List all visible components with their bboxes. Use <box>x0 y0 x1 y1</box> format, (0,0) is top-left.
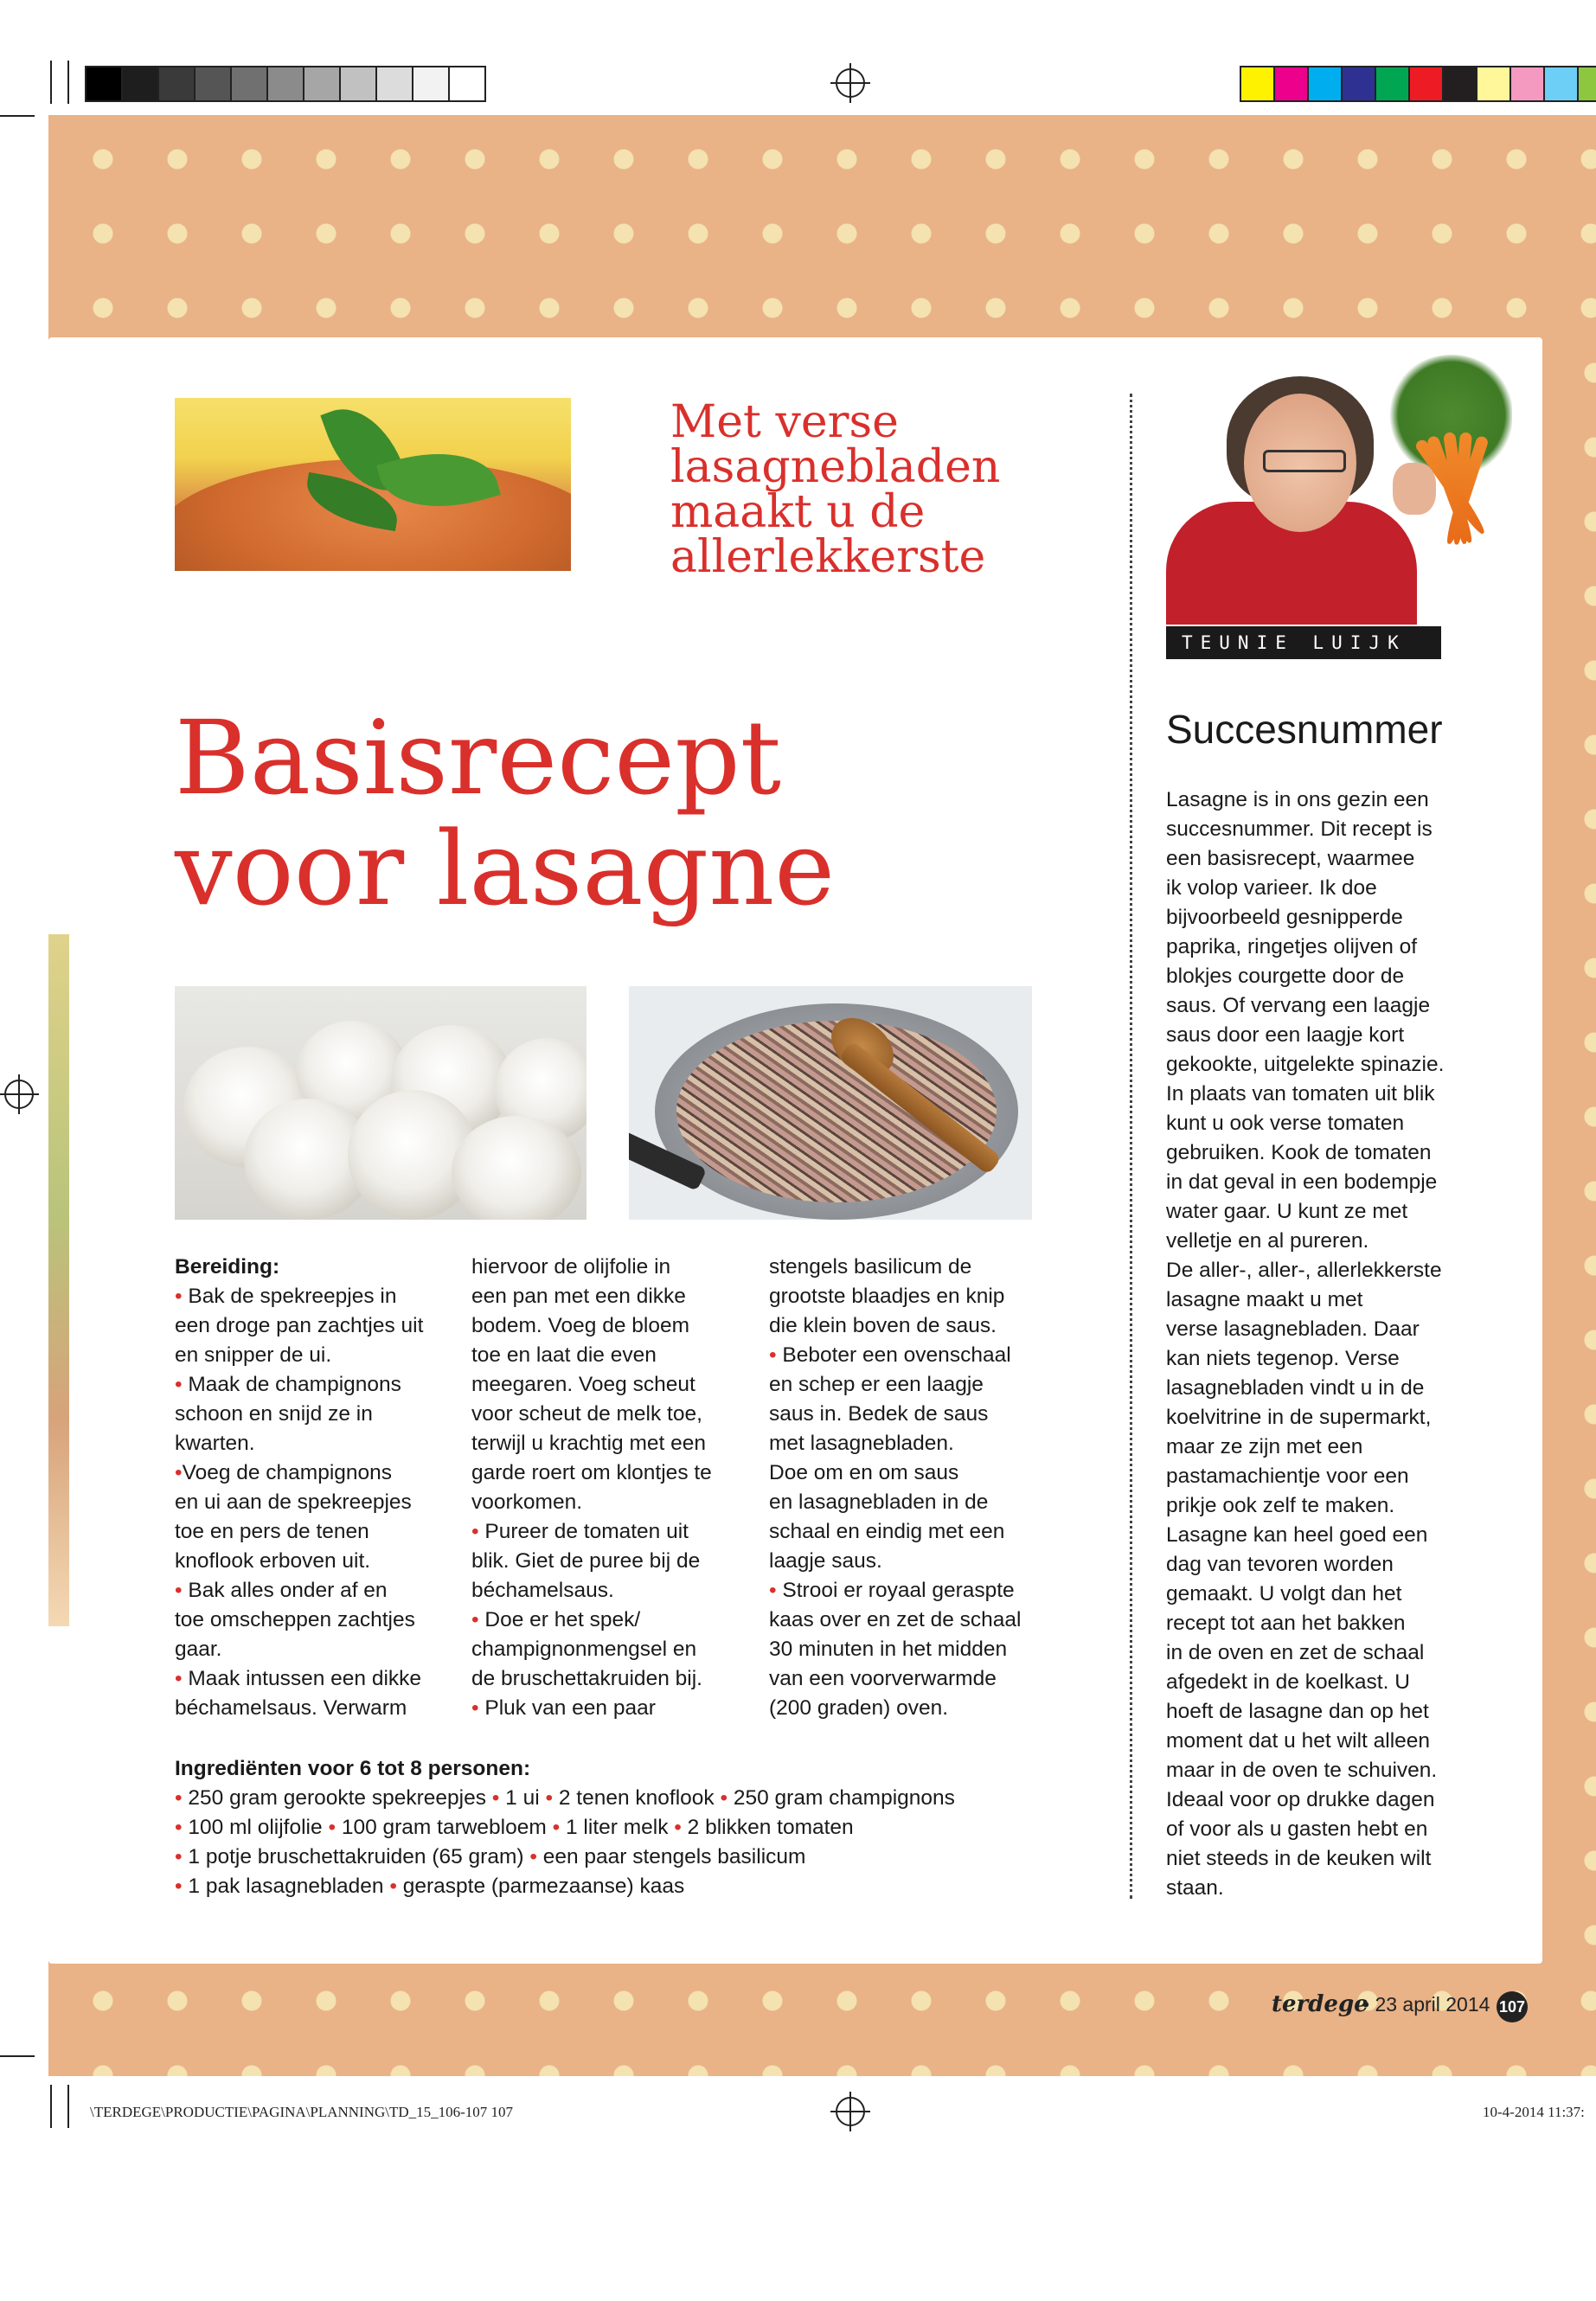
bereiding-line <box>769 1576 1021 1606</box>
color-swatch <box>1376 67 1410 100</box>
bereiding-column-2 <box>471 1253 712 1723</box>
bereiding-line <box>471 1517 712 1547</box>
bereiding-text: een pan met een dikke <box>471 1285 686 1308</box>
bereiding-line <box>471 1547 712 1576</box>
bereiding-line <box>175 1429 423 1458</box>
garlic-photo <box>175 986 586 1220</box>
bereiding-text: bodem. Voeg de bloem <box>471 1314 689 1337</box>
bullet-icon: • <box>523 1845 537 1868</box>
polka-dot-band-right <box>1540 329 1596 1972</box>
sidebar-line: in de oven en zet de schaal <box>1166 1641 1425 1664</box>
slug-timestamp: 10-4-2014 11:37: <box>1483 2104 1585 2120</box>
bereiding-text: Strooi er royaal geraspte <box>776 1579 1015 1602</box>
bereiding-column-3 <box>769 1253 1021 1723</box>
bullet-icon: • <box>175 1373 183 1396</box>
bereiding-line <box>769 1341 1021 1370</box>
sidebar-line: kunt u ook verse tomaten <box>1166 1112 1405 1135</box>
bereiding-line <box>769 1547 1021 1576</box>
author-name: TEUNIE LUIJK <box>1166 626 1441 659</box>
bereiding-column-1 <box>175 1253 423 1723</box>
bullet-icon: • <box>769 1343 777 1367</box>
bereiding-line <box>471 1664 712 1694</box>
color-swatch <box>1545 67 1579 100</box>
bereiding-text: 30 minuten in het midden <box>769 1638 1008 1661</box>
bereiding-line <box>175 1694 423 1723</box>
bereiding-line <box>769 1488 1021 1517</box>
bereiding-line <box>769 1606 1021 1635</box>
sidebar-line: recept tot aan het bakken <box>1166 1612 1406 1635</box>
bereiding-line <box>769 1517 1021 1547</box>
subheading-line: lasagnebladen <box>670 441 1001 493</box>
bereiding-text: gaar. <box>175 1638 222 1661</box>
gray-swatch <box>413 67 450 100</box>
bereiding-text: van een voorverwarmde <box>769 1667 997 1690</box>
bereiding-text: meegaren. Voeg scheut <box>471 1373 695 1396</box>
bullet-icon: • <box>546 1816 561 1839</box>
page-title <box>175 698 1083 928</box>
bereiding-text: saus in. Bedek de saus <box>769 1402 989 1426</box>
bereiding-text: voorkomen. <box>471 1490 583 1514</box>
bereiding-text: blik. Giet de puree bij de <box>471 1549 701 1573</box>
crop-mark <box>50 61 52 104</box>
registration-mark-left <box>4 1080 34 1109</box>
sidebar-line: in dat geval in een bodempje <box>1166 1170 1438 1194</box>
sidebar-line: maar ze zijn met een <box>1166 1435 1363 1458</box>
bullet-icon: • <box>668 1816 682 1839</box>
gray-swatch <box>341 67 377 100</box>
bereiding-line <box>471 1694 712 1723</box>
sidebar-line: blokjes courgette door de <box>1166 965 1405 988</box>
bereiding-text: Pureer de tomaten uit <box>478 1520 689 1543</box>
bullet-icon: • <box>383 1875 397 1898</box>
sidebar-heading: Succesnummer <box>1166 707 1443 752</box>
bullet-icon: • <box>714 1786 728 1810</box>
bereiding-line <box>471 1458 712 1488</box>
bullet-icon: • <box>175 1461 183 1484</box>
bullet-icon: • <box>769 1579 777 1602</box>
page-number: 107 <box>1497 1991 1528 2022</box>
subheading-line: allerlekkerste <box>670 531 986 583</box>
sidebar-line: Ideaal voor op drukke dagen <box>1166 1788 1435 1811</box>
color-swatch <box>1343 67 1376 100</box>
gray-swatch <box>232 67 268 100</box>
bereiding-line <box>175 1635 423 1664</box>
gray-swatch <box>123 67 159 100</box>
sidebar-line: gemaakt. U volgt dan het <box>1166 1582 1402 1606</box>
title-line: voor lasagne <box>175 809 836 928</box>
bereiding-line <box>175 1517 423 1547</box>
bereiding-line <box>471 1429 712 1458</box>
bereiding-line <box>769 1311 1021 1341</box>
sidebar-line: saus. Of vervang een laagje <box>1166 994 1431 1017</box>
ingredient-item: 1 potje bruschettakruiden (65 gram) <box>182 1845 524 1868</box>
bereiding-line <box>471 1282 712 1311</box>
bullet-icon: • <box>471 1696 479 1720</box>
bereiding-text: en ui aan de spekreepjes <box>175 1490 412 1514</box>
bereiding-line <box>471 1606 712 1635</box>
bereiding-line <box>175 1576 423 1606</box>
bereiding-text: kaas over en zet de schaal <box>769 1608 1022 1631</box>
bereiding-line <box>175 1606 423 1635</box>
facing-page-edge <box>48 934 69 1626</box>
ingredient-line <box>175 1784 955 1813</box>
color-swatch <box>1410 67 1444 100</box>
bullet-icon: • <box>175 1845 183 1868</box>
bereiding-text: garde roert om klontjes te <box>471 1461 712 1484</box>
ingredient-item: 2 tenen knoflook <box>553 1786 715 1810</box>
subheading-line: Met verse <box>670 396 899 448</box>
bereiding-text: schoon en snijd ze in <box>175 1402 373 1426</box>
bereiding-line <box>471 1576 712 1606</box>
color-swatch <box>1477 67 1511 100</box>
bereiding-line <box>471 1370 712 1400</box>
ingredient-item: 100 ml olijfolie <box>182 1816 323 1839</box>
gray-swatch <box>377 67 413 100</box>
title-line: Basisrecept <box>175 698 782 817</box>
color-swatch <box>1444 67 1477 100</box>
color-swatch <box>1309 67 1343 100</box>
bereiding-text: en lasagnebladen in de <box>769 1490 989 1514</box>
bereiding-text: Pluk van een paar <box>478 1696 656 1720</box>
sidebar-line: De aller-, aller-, allerlekkerste <box>1166 1259 1442 1282</box>
lasagne-dish-photo <box>175 398 571 571</box>
bereiding-line <box>175 1370 423 1400</box>
sidebar-line: pastamachientje voor een <box>1166 1465 1409 1488</box>
bereiding-text: Beboter een ovenschaal <box>776 1343 1011 1367</box>
sidebar-line: Lasagne is in ons gezin een <box>1166 788 1429 811</box>
sidebar-line: velletje en al pureren. <box>1166 1229 1369 1253</box>
sidebar-line: paprika, ringetjes olijven of <box>1166 935 1418 958</box>
bullet-icon: • <box>175 1285 183 1308</box>
bereiding-line <box>769 1458 1021 1488</box>
issue-date: • 23 april 2014 <box>1362 1993 1490 2016</box>
bereiding-text: Doe er het spek/ <box>478 1608 641 1631</box>
sidebar-line: koelvitrine in de supermarkt, <box>1166 1406 1432 1429</box>
sidebar-line: lasagnebladen vindt u in de <box>1166 1376 1425 1400</box>
ingredients <box>175 1754 955 1901</box>
ingredient-item: 250 gram champignons <box>727 1786 955 1810</box>
bereiding-line <box>471 1488 712 1517</box>
sidebar-line: Lasagne kan heel goed een <box>1166 1523 1428 1547</box>
bereiding-line <box>175 1547 423 1576</box>
color-swatch <box>1241 67 1275 100</box>
crop-mark <box>0 2055 35 2057</box>
bereiding-text: (200 graden) oven. <box>769 1696 949 1720</box>
bereiding-line <box>471 1253 712 1282</box>
sidebar-line: prikje ook zelf te maken. <box>1166 1494 1395 1517</box>
bereiding-heading: Bereiding: <box>175 1255 280 1279</box>
bereiding-text: stengels basilicum de <box>769 1255 972 1279</box>
sidebar-line: water gaar. U kunt ze met <box>1166 1200 1408 1223</box>
crop-mark <box>50 2085 52 2128</box>
gray-swatch <box>87 67 123 100</box>
bereiding-text: knoflook erboven uit. <box>175 1549 371 1573</box>
sidebar-line: dag van tevoren worden <box>1166 1553 1394 1576</box>
column-divider <box>1130 394 1132 1899</box>
bullet-icon: • <box>539 1786 554 1810</box>
bereiding-line <box>471 1635 712 1664</box>
bereiding-text: Voeg de champignons <box>182 1461 393 1484</box>
bereiding-text: laagje saus. <box>769 1549 882 1573</box>
bereiding-text: Maak intussen een dikke <box>182 1667 422 1690</box>
crop-mark <box>67 2085 69 2128</box>
polka-dot-band-top <box>48 115 1596 340</box>
bereiding-text: die klein boven de saus. <box>769 1314 997 1337</box>
ingredient-item: 250 gram gerookte spekreepjes <box>182 1786 486 1810</box>
gray-calibration-bar <box>85 66 486 102</box>
bereiding-line <box>471 1341 712 1370</box>
bereiding-text: kwarten. <box>175 1432 255 1455</box>
ingredient-line <box>175 1813 955 1843</box>
crop-mark <box>0 115 35 117</box>
ingredient-item: 2 blikken tomaten <box>681 1816 854 1839</box>
sidebar-line: gekookte, uitgelekte spinazie. <box>1166 1053 1445 1076</box>
sidebar-line: saus door een laagje kort <box>1166 1023 1405 1047</box>
bereiding-text: toe en pers de tenen <box>175 1520 369 1543</box>
bereiding-line <box>769 1400 1021 1429</box>
bereiding-line <box>175 1282 423 1311</box>
bereiding-text: toe omscheppen zachtjes <box>175 1608 415 1631</box>
color-swatch <box>1275 67 1309 100</box>
bereiding-line <box>769 1635 1021 1664</box>
bereiding-line <box>769 1664 1021 1694</box>
ingredient-line <box>175 1872 955 1901</box>
bullet-icon: • <box>175 1786 183 1810</box>
bereiding-text: terwijl u krachtig met een <box>471 1432 706 1455</box>
gray-swatch <box>450 67 484 100</box>
sidebar-line: kan niets tegenop. Verse <box>1166 1347 1400 1370</box>
sidebar-line: een basisrecept, waarmee <box>1166 847 1415 870</box>
registration-mark-top <box>836 68 865 98</box>
bereiding-text: Bak de spekreepjes in <box>182 1285 397 1308</box>
bereiding-line <box>175 1341 423 1370</box>
bereiding-text: béchamelsaus. Verwarm <box>175 1696 407 1720</box>
ingredient-line <box>175 1843 955 1872</box>
bereiding-text: grootste blaadjes en knip <box>769 1285 1005 1308</box>
bereiding-text: hiervoor de olijfolie in <box>471 1255 671 1279</box>
bereiding-text: schaal en eindig met een <box>769 1520 1005 1543</box>
bullet-icon: • <box>471 1520 479 1543</box>
gray-swatch <box>195 67 232 100</box>
bereiding-line <box>471 1311 712 1341</box>
sidebar-line: gebruiken. Kook de tomaten <box>1166 1141 1432 1164</box>
sidebar-line: maar in de oven te schuiven. <box>1166 1759 1438 1782</box>
color-calibration-bar <box>1240 66 1596 102</box>
bereiding-text: en snipper de ui. <box>175 1343 332 1367</box>
bereiding-line <box>769 1253 1021 1282</box>
bereiding-text: voor scheut de melk toe, <box>471 1402 702 1426</box>
gray-swatch <box>159 67 195 100</box>
bullet-icon: • <box>175 1579 183 1602</box>
bereiding-text: Maak de champignons <box>182 1373 401 1396</box>
bullet-icon: • <box>471 1608 479 1631</box>
ingredient-item: 1 pak lasagnebladen <box>182 1875 384 1898</box>
subheading-line: maakt u de <box>670 486 926 538</box>
bereiding-line <box>175 1311 423 1341</box>
sidebar-line: hoeft de lasagne dan op het <box>1166 1700 1429 1723</box>
ingredient-item: 1 ui <box>499 1786 540 1810</box>
bullet-icon: • <box>175 1875 183 1898</box>
color-swatch <box>1579 67 1596 100</box>
ingredient-item: 100 gram tarwebloem <box>336 1816 547 1839</box>
bullet-icon: • <box>322 1816 337 1839</box>
ingredient-item: 1 liter melk <box>560 1816 669 1839</box>
bereiding-text: béchamelsaus. <box>471 1579 614 1602</box>
sidebar-line: ik volop varieer. Ik doe <box>1166 876 1377 900</box>
bereiding-line <box>769 1370 1021 1400</box>
bereiding-line <box>769 1282 1021 1311</box>
color-swatch <box>1511 67 1545 100</box>
crop-mark <box>67 61 69 104</box>
bereiding-line <box>175 1488 423 1517</box>
bullet-icon: • <box>485 1786 500 1810</box>
bereiding-line <box>471 1400 712 1429</box>
brand-logo: terdege <box>1272 1991 1368 2017</box>
bullet-icon: • <box>175 1667 183 1690</box>
ingredient-item: geraspte (parmezaanse) kaas <box>396 1875 685 1898</box>
bereiding-line <box>769 1694 1021 1723</box>
bereiding-text: en schep er een laagje <box>769 1373 984 1396</box>
sidebar-line: moment dat u het wilt alleen <box>1166 1729 1431 1753</box>
bereiding-line <box>175 1400 423 1429</box>
bereiding-text: een droge pan zachtjes uit <box>175 1314 424 1337</box>
sidebar-line: In plaats van tomaten uit blik <box>1166 1082 1435 1106</box>
bereiding-text: Doe om en om saus <box>769 1461 959 1484</box>
bereiding-line <box>769 1429 1021 1458</box>
bereiding-text: de bruschettakruiden bij. <box>471 1667 702 1690</box>
bereiding-text: Bak alles onder af en <box>182 1579 388 1602</box>
sidebar-text <box>1166 785 1503 1903</box>
bullet-icon: • <box>175 1816 183 1839</box>
bereiding-text: toe en laat die even <box>471 1343 657 1367</box>
sidebar-line: lasagne maakt u met <box>1166 1288 1363 1311</box>
ingredients-heading: Ingrediënten voor 6 tot 8 personen: <box>175 1757 531 1780</box>
bereiding-text: champignonmengsel en <box>471 1638 697 1661</box>
sidebar-line: succesnummer. Dit recept is <box>1166 817 1433 841</box>
bereiding-text: met lasagnebladen. <box>769 1432 954 1455</box>
bereiding-line <box>175 1664 423 1694</box>
sidebar-line: staan. <box>1166 1876 1224 1900</box>
gray-swatch <box>268 67 304 100</box>
gray-swatch <box>304 67 341 100</box>
sidebar-line: of voor als u gasten hebt en <box>1166 1817 1428 1841</box>
frying-pan-photo <box>629 986 1032 1220</box>
slug-file-path: \TERDEGE\PRODUCTIE\PAGINA\PLANNING\TD_15_106-107 107 <box>90 2104 514 2120</box>
subheading <box>670 396 1016 583</box>
bereiding-line <box>175 1458 423 1488</box>
sidebar-line: niet steeds in de keuken wilt <box>1166 1847 1432 1870</box>
sidebar-line: verse lasagnebladen. Daar <box>1166 1317 1420 1341</box>
registration-mark-bottom <box>836 2097 865 2126</box>
sidebar-line: afgedekt in de koelkast. U <box>1166 1670 1410 1694</box>
sidebar-line: bijvoorbeeld gesnipperde <box>1166 906 1403 929</box>
author-photo <box>1166 355 1512 625</box>
ingredient-item: een paar stengels basilicum <box>536 1845 806 1868</box>
